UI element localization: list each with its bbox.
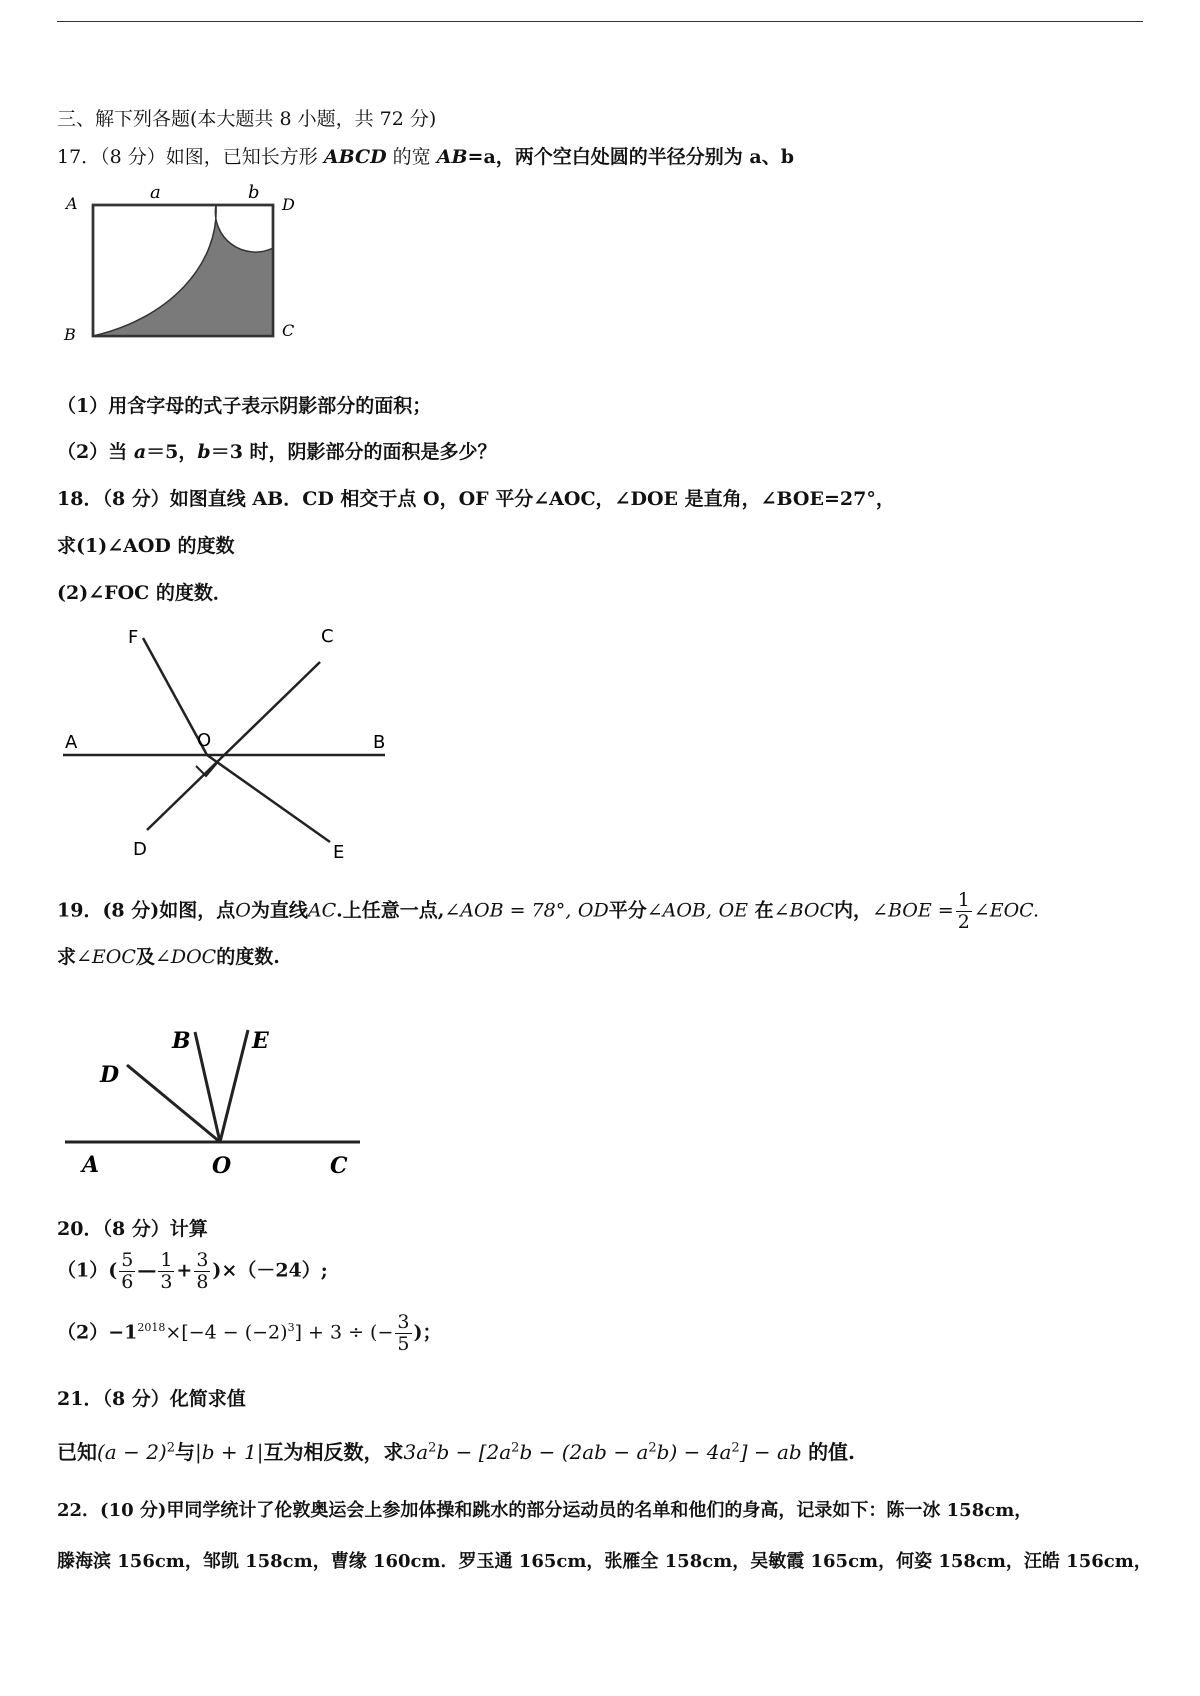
q21-title: 21．（8 分）化简求值 — [57, 1388, 246, 1410]
q20-part1: （1）( $\frac{5}{6}$ — $\frac{1}{3}$ + $\frac{3}{8}$ )×（－24）; — [57, 1249, 328, 1293]
label-o: O — [197, 730, 212, 751]
fraction-1-3: $\frac{1}{3}$ — [160, 1249, 173, 1293]
q19-figure — [60, 1010, 380, 1185]
label-o: O — [212, 1153, 232, 1179]
ray-oe — [220, 1030, 248, 1142]
q17-part1: （1）用含字母的式子表示阴影部分的面积； — [57, 395, 432, 417]
label-e: E — [252, 1028, 269, 1054]
label-d-point: D — [282, 195, 295, 214]
fraction-3-8: $\frac{3}{8}$ — [196, 1249, 209, 1293]
label-e: E — [333, 842, 345, 863]
label-c-point: C — [282, 321, 295, 340]
label-b: B — [373, 732, 386, 753]
q17-part2: （2）当 a＝5，b＝3 时，阴影部分的面积是多少？ — [57, 441, 497, 463]
q18-stem: 18．（8 分）如图直线 AB．CD 相交于点 O，OF 平分∠AOC，∠DOE 是直角，∠BOE=27°， — [57, 488, 895, 510]
label-b-point: B — [64, 325, 76, 344]
q19-question: 求∠EOC及∠DOC的度数. — [57, 946, 280, 968]
label-b: B — [172, 1028, 191, 1054]
label-radius-b: b — [248, 182, 260, 203]
q17-figure — [60, 178, 310, 368]
q21-stem: 已知$(a - 2)^2$与|b + 1|互为相反数，求$3a^2b - [2a^2b - (2ab - a^2b) - 4a^2]$ − ab 的值. — [57, 1440, 856, 1464]
q18-part2: (2)∠FOC 的度数． — [57, 582, 232, 604]
label-radius-a: a — [150, 182, 161, 203]
shaded-region — [93, 205, 273, 336]
header-rule — [57, 21, 1143, 22]
ray-oe — [207, 755, 330, 842]
label-c: C — [330, 1153, 348, 1179]
q17-stem: 17．（8 分）如图，已知长方形 ABCD 的宽 AB=a，两个空白处圆的半径分别为 a、b — [57, 146, 794, 168]
line-cd — [147, 662, 320, 830]
label-a: A — [82, 1152, 100, 1178]
label-c: C — [321, 626, 334, 647]
q22-line1: 22．(10 分)甲同学统计了伦敦奥运会上参加体操和跳水的部分运动员的名单和他们的身高，记录如下：陈一冰 158cm， — [57, 1500, 1033, 1521]
label-f: F — [128, 627, 139, 648]
fraction-5-6: $\frac{5}{6}$ — [121, 1249, 134, 1293]
q22-line2: 滕海滨 156cm，邹凯 158cm，曹缘 160cm．罗玉通 165cm，张雁全 158cm，吴敏霞 165cm，何姿 158cm，汪皓 156cm， — [57, 1551, 1152, 1572]
label-a: A — [65, 732, 78, 753]
fraction-one-half: $\frac{1}{2}$ — [957, 889, 970, 933]
q18-figure — [55, 620, 405, 865]
label-a-point: A — [66, 194, 78, 213]
fraction-3-5: $\frac{3}{5}$ — [397, 1311, 410, 1355]
q20-title: 20．（8 分）计算 — [57, 1218, 208, 1240]
q18-part1: 求(1)∠AOD 的度数 — [57, 535, 235, 557]
label-d: D — [100, 1062, 120, 1088]
label-d: D — [133, 839, 147, 860]
q20-part2: $(2)-1^{2018}\times[-4 - (-2)^3] + 3$ ÷ (− $\frac{3}{5}$ )； — [57, 1311, 442, 1355]
section-title: 三、解下列各题(本大题共 8 小题，共 72 分) — [57, 108, 437, 130]
q19-stem: 19．(8 分)如图，点O为直线AC.上任意一点,∠AOB = 78°, OD平分∠AOB, OE 在∠BOC内，∠BOE = $\frac{1}{2}$ ∠EOC. — [57, 889, 1040, 933]
